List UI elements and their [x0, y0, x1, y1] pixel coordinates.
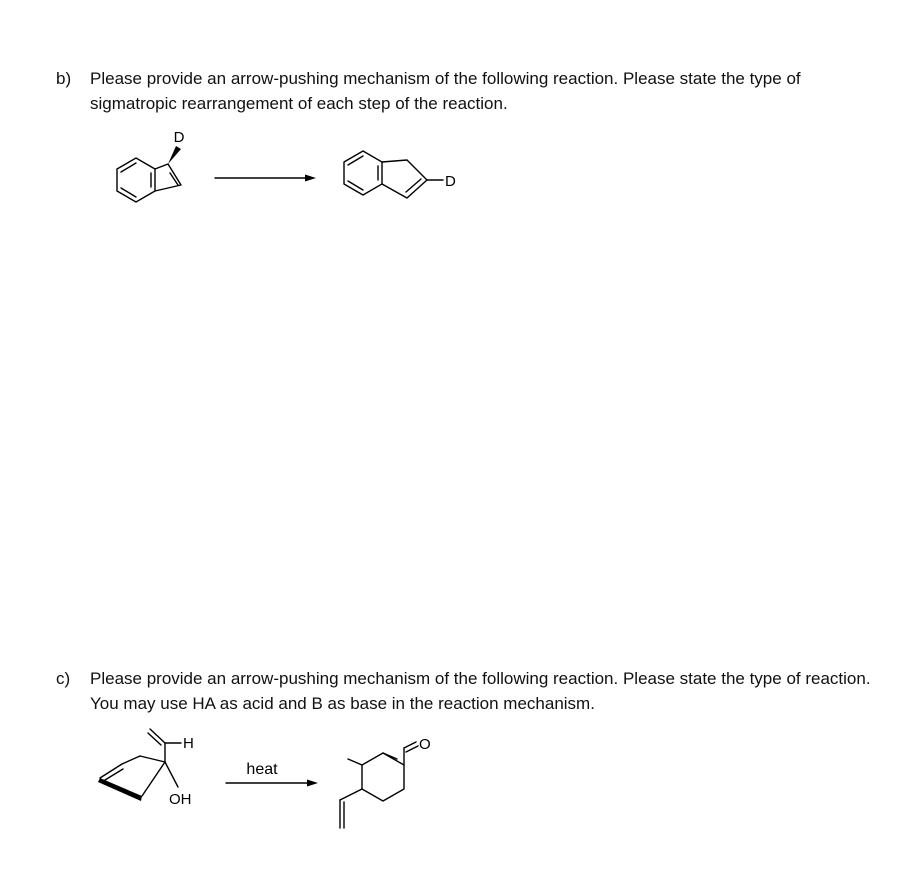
hydroxyl-label: OH — [169, 791, 192, 808]
question-c-text: Please provide an arrow-pushing mechanism of the following reaction. Please state the type of reaction. You may use HA as acid and B as base in the reaction mechanism. — [90, 669, 871, 713]
wedge-bond — [168, 146, 181, 164]
oxygen-label: O — [419, 736, 431, 753]
question-b-label: b) — [56, 69, 72, 88]
hydrogen-label: H — [183, 735, 194, 752]
condition-label: heat — [246, 761, 278, 778]
reaction-arrow-b — [215, 175, 316, 182]
bold-ring-bond — [98, 778, 142, 801]
scheme-c-product — [340, 736, 431, 828]
benzene-ring — [117, 158, 155, 202]
scheme-b-product — [344, 151, 456, 198]
cyclohexane-ring — [362, 753, 404, 801]
scheme-b-reactant — [117, 129, 185, 202]
benzene-ring — [344, 151, 382, 195]
deuterium-label: D — [445, 173, 456, 190]
question-c-label: c) — [56, 669, 71, 688]
question-b-text: Please provide an arrow-pushing mechanism of the following reaction. Please state the type of sigmatropic rearrangement of each step of the reaction. — [90, 69, 801, 113]
five-membered-ring — [155, 164, 181, 191]
scheme-c-reactant — [98, 729, 194, 808]
deuterium-label: D — [173, 129, 185, 146]
reaction-arrow-c — [226, 761, 318, 787]
